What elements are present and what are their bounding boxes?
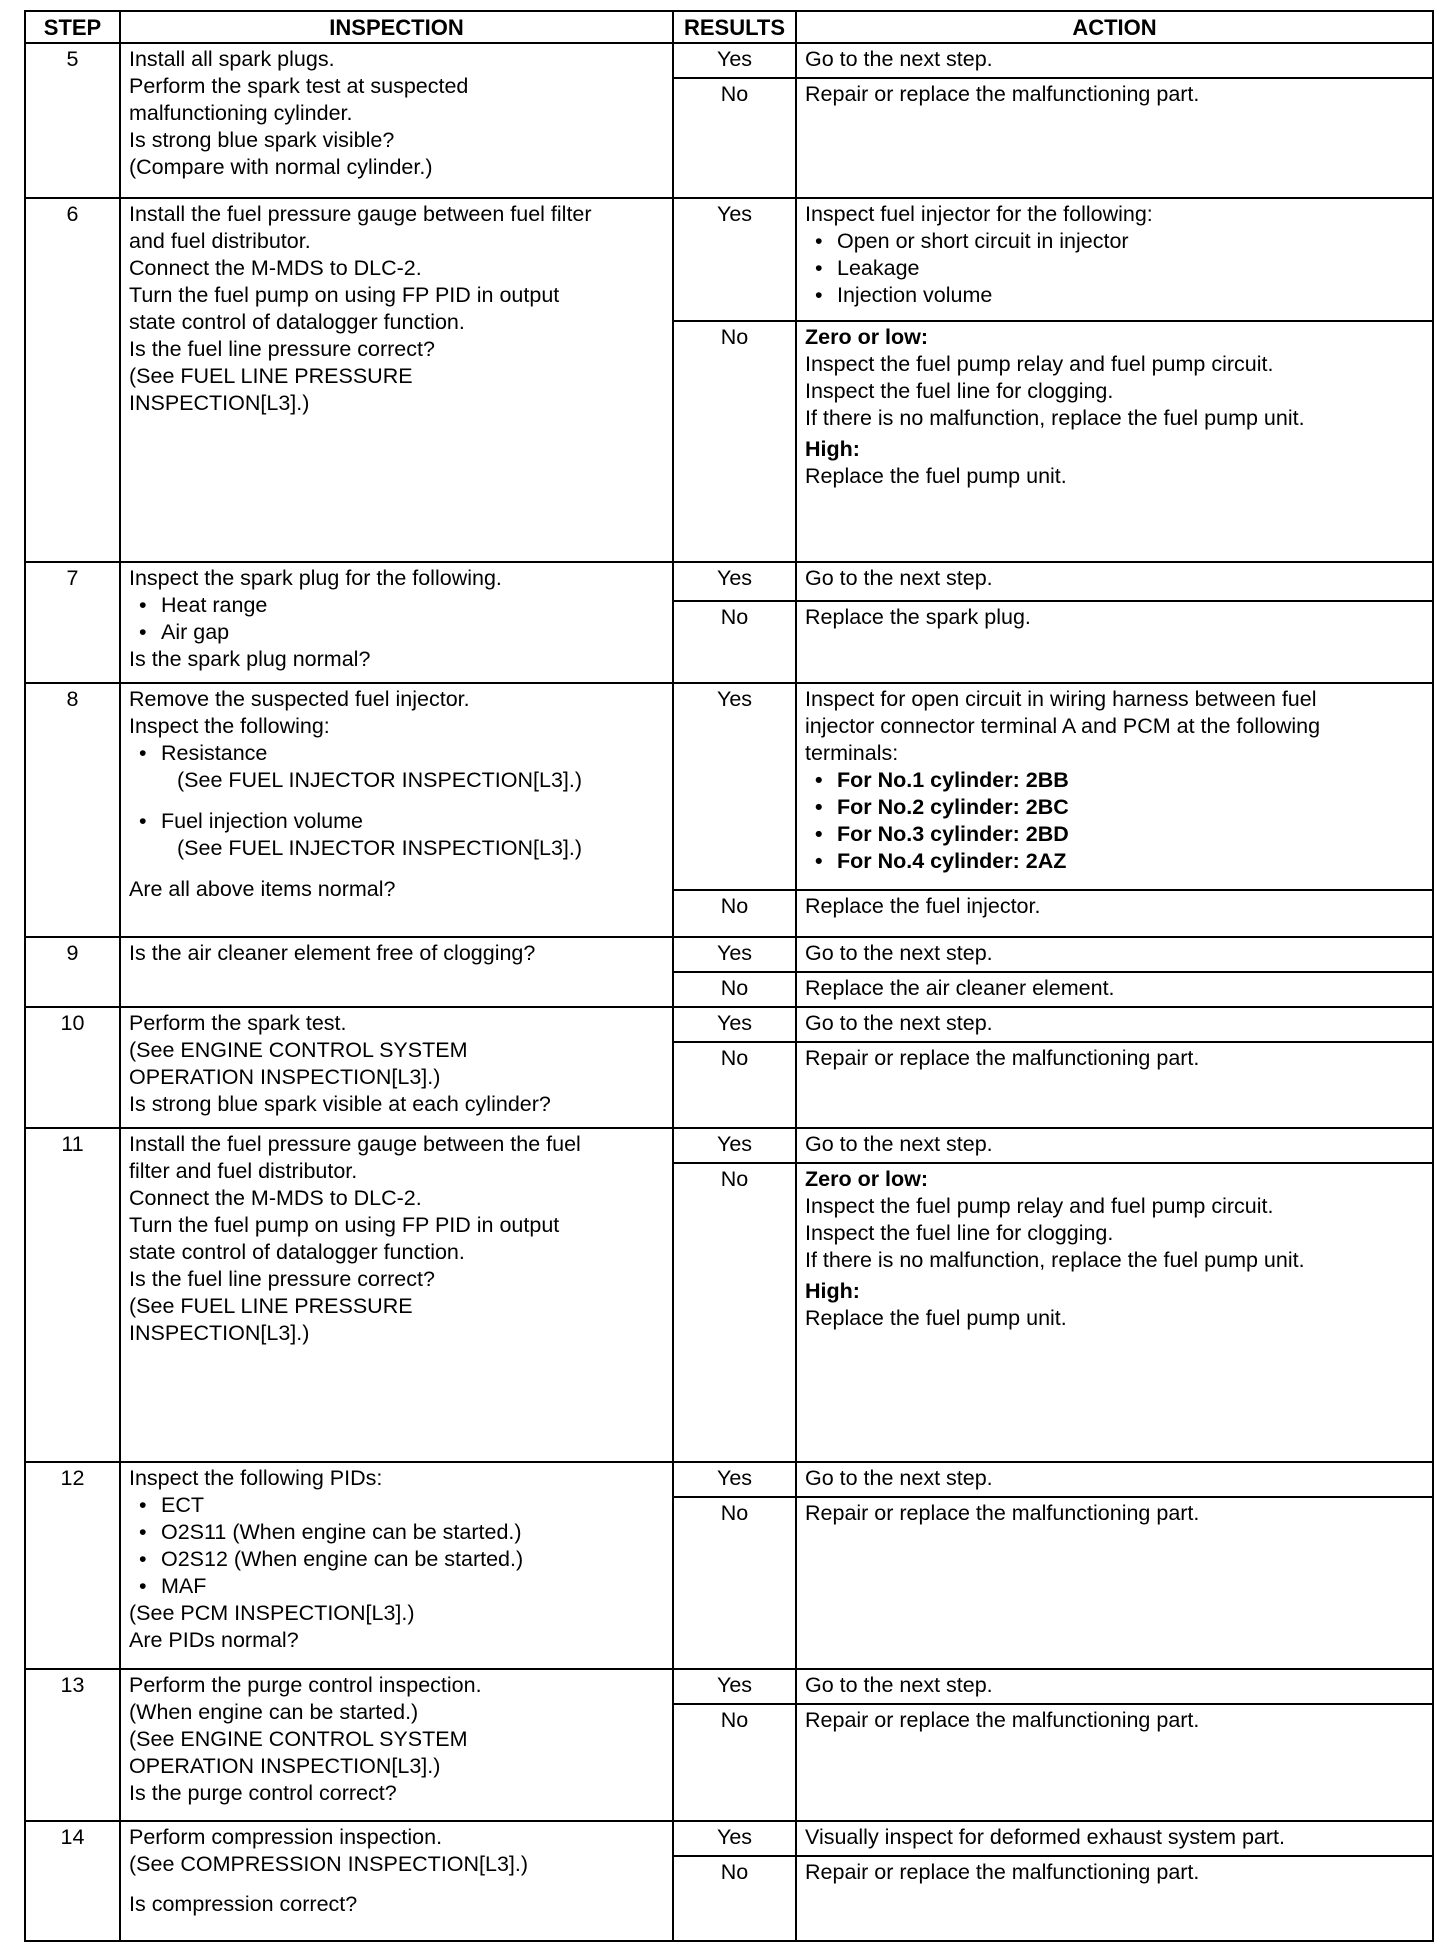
result-yes: Yes: [673, 683, 796, 890]
inspection-line: malfunctioning cylinder.: [129, 101, 353, 125]
result-yes: Yes: [673, 937, 796, 972]
inspection-bullet: • Resistance: [129, 740, 664, 767]
inspection-line: Is compression correct?: [129, 1891, 358, 1916]
inspection-line: Inspect the spark plug for the following.: [129, 566, 502, 591]
inspection-line: INSPECTION[L3].): [129, 1320, 310, 1345]
inspection-cell: [120, 1821, 673, 1941]
inspection-line: Is the purge control correct?: [129, 1781, 397, 1806]
action-bullet: • Open or short circuit in injector: [805, 228, 1424, 255]
result-no: No: [673, 78, 796, 198]
header-results: RESULTS: [673, 11, 796, 43]
inspection-reference: (See FUEL INJECTOR INSPECTION[L3].): [177, 768, 583, 793]
spacer: [129, 862, 664, 876]
action-line: Go to the next step.: [805, 566, 993, 591]
inspection-cell: [120, 1669, 673, 1821]
result-no: No: [673, 1856, 796, 1941]
table-row: [25, 937, 1433, 972]
inspection-cell: [120, 937, 673, 1007]
terminal-bullet: • For No.1 cylinder: 2BB: [805, 767, 1424, 794]
action-line: Inspect the fuel pump relay and fuel pump circuit.: [805, 352, 1274, 377]
action-cell: [796, 890, 1433, 937]
table-row: [25, 1007, 1433, 1042]
result-no: No: [673, 1163, 796, 1462]
action-line: Go to the next step.: [805, 1673, 993, 1698]
action-line: If there is no malfunction, replace the fuel pump unit.: [805, 406, 1305, 431]
inspection-line: (See COMPRESSION INSPECTION[L3].): [129, 1851, 529, 1876]
table-row: [25, 1669, 1433, 1704]
result-yes: Yes: [673, 198, 796, 321]
result-no: No: [673, 972, 796, 1007]
diagnostic-procedure-document: [24, 10, 1432, 1942]
result-no: No: [673, 321, 796, 562]
action-line: Replace the air cleaner element.: [805, 975, 1115, 1000]
inspection-line: Install the fuel pressure gauge between the fuel: [129, 1131, 581, 1156]
action-cell: [796, 78, 1433, 198]
action-cell: [796, 198, 1433, 321]
header-inspection: INSPECTION: [120, 11, 673, 43]
header-action: ACTION: [796, 11, 1433, 43]
action-cell: [796, 562, 1433, 601]
inspection-cell: [120, 1007, 673, 1128]
inspection-cell: [120, 43, 673, 198]
inspection-line: filter and fuel distributor.: [129, 1158, 358, 1183]
action-cell: [796, 601, 1433, 683]
inspection-line: INSPECTION[L3].): [129, 390, 310, 415]
inspection-cell: [120, 562, 673, 683]
action-cell: [796, 1669, 1433, 1704]
inspection-line: Perform the spark test.: [129, 1010, 347, 1035]
inspection-line: Install the fuel pressure gauge between fuel filter: [129, 201, 592, 226]
inspection-bullet: • MAF: [129, 1573, 664, 1600]
action-bullet: • Injection volume: [805, 282, 1424, 309]
result-yes: Yes: [673, 43, 796, 78]
action-line: Go to the next step.: [805, 940, 993, 965]
step-number: 12: [25, 1462, 120, 1669]
step-number: 10: [25, 1007, 120, 1128]
inspection-bullet: • Heat range: [129, 592, 664, 619]
inspection-cell: [120, 1128, 673, 1462]
result-yes: Yes: [673, 1128, 796, 1163]
inspection-line: Perform the spark test at suspected: [129, 74, 469, 98]
action-line: Repair or replace the malfunctioning part.: [805, 1859, 1200, 1884]
inspection-line: Turn the fuel pump on using FP PID in output: [129, 1212, 560, 1237]
action-cell: [796, 1042, 1433, 1128]
zero-or-low-heading: Zero or low:: [805, 1166, 929, 1191]
action-line: Go to the next step.: [805, 1131, 993, 1156]
action-line: Go to the next step.: [805, 1466, 993, 1491]
inspection-reference: (See FUEL INJECTOR INSPECTION[L3].): [177, 836, 583, 861]
action-line: Go to the next step.: [805, 47, 993, 71]
action-line: Replace the spark plug.: [805, 604, 1031, 629]
result-no: No: [673, 601, 796, 683]
action-line: Replace the fuel pump unit.: [805, 464, 1067, 489]
action-line: Replace the fuel pump unit.: [805, 1305, 1067, 1330]
inspection-line: (See FUEL LINE PRESSURE: [129, 1293, 413, 1318]
inspection-bullet: • Fuel injection volume: [129, 808, 664, 835]
step-number: 5: [25, 43, 120, 198]
table-header-row: [25, 11, 1433, 43]
inspection-cell: [120, 1462, 673, 1669]
action-line: Go to the next step.: [805, 1010, 993, 1035]
inspection-line: Is strong blue spark visible at each cylinder?: [129, 1091, 551, 1116]
inspection-line: Inspect the following:: [129, 714, 330, 739]
inspection-line: Is the fuel line pressure correct?: [129, 336, 435, 361]
step-number: 14: [25, 1821, 120, 1941]
action-cell: [796, 1821, 1433, 1856]
inspection-line: Are all above items normal?: [129, 877, 396, 902]
action-line: Inspect the fuel line for clogging.: [805, 379, 1114, 404]
action-line: injector connector terminal A and PCM at the following: [805, 714, 1321, 739]
action-cell: [796, 321, 1433, 562]
action-cell: [796, 43, 1433, 78]
action-line: If there is no malfunction, replace the fuel pump unit.: [805, 1247, 1305, 1272]
result-yes: Yes: [673, 1462, 796, 1497]
result-no: No: [673, 1704, 796, 1821]
action-cell: [796, 937, 1433, 972]
inspection-line: OPERATION INSPECTION[L3].): [129, 1754, 441, 1779]
high-heading: High:: [805, 1278, 860, 1303]
inspection-bullet: • O2S11 (When engine can be started.): [129, 1519, 664, 1546]
inspection-line: Is the air cleaner element free of clogging?: [129, 940, 536, 965]
inspection-line: Perform the purge control inspection.: [129, 1673, 482, 1698]
action-cell: [796, 683, 1433, 890]
result-no: No: [673, 1497, 796, 1669]
inspection-line: (See PCM INSPECTION[L3].): [129, 1601, 415, 1626]
inspection-line: (See ENGINE CONTROL SYSTEM: [129, 1037, 468, 1062]
step-number: 9: [25, 937, 120, 1007]
action-cell: [796, 1163, 1433, 1462]
result-yes: Yes: [673, 562, 796, 601]
action-cell: [796, 1856, 1433, 1941]
table-row: [25, 1128, 1433, 1163]
inspection-line: OPERATION INSPECTION[L3].): [129, 1064, 441, 1089]
inspection-bullet: • Air gap: [129, 619, 664, 646]
table-row: [25, 1821, 1433, 1856]
step-number: 11: [25, 1128, 120, 1462]
header-step: STEP: [25, 11, 120, 43]
table-row: [25, 562, 1433, 601]
inspection-line: Is the spark plug normal?: [129, 647, 371, 672]
terminal-bullet: • For No.2 cylinder: 2BC: [805, 794, 1424, 821]
inspection-line: Connect the M-MDS to DLC-2.: [129, 1185, 422, 1210]
zero-or-low-heading: Zero or low:: [805, 325, 929, 350]
result-yes: Yes: [673, 1007, 796, 1042]
action-cell: [796, 1128, 1433, 1163]
action-line: Replace the fuel injector.: [805, 894, 1041, 919]
inspection-line: Connect the M-MDS to DLC-2.: [129, 255, 422, 280]
inspection-line: Are PIDs normal?: [129, 1628, 299, 1653]
terminal-bullet: • For No.3 cylinder: 2BD: [805, 821, 1424, 848]
step-number: 8: [25, 683, 120, 937]
table-row: [25, 198, 1433, 321]
result-yes: Yes: [673, 1669, 796, 1704]
inspection-line: (See FUEL LINE PRESSURE: [129, 363, 413, 388]
action-line: Repair or replace the malfunctioning part.: [805, 1708, 1200, 1733]
inspection-line: state control of datalogger function.: [129, 1239, 465, 1264]
inspection-line: Inspect the following PIDs:: [129, 1466, 383, 1491]
inspection-line: Remove the suspected fuel injector.: [129, 687, 470, 712]
step-number: 6: [25, 198, 120, 562]
action-line: Inspect fuel injector for the following:: [805, 201, 1153, 226]
spacer: [129, 1878, 664, 1891]
action-bullet: • Leakage: [805, 255, 1424, 282]
table-row: [25, 1462, 1433, 1497]
step-number: 13: [25, 1669, 120, 1821]
inspection-line: and fuel distributor.: [129, 228, 311, 253]
action-line: terminals:: [805, 741, 899, 766]
inspection-line: state control of datalogger function.: [129, 309, 465, 334]
inspection-line: Turn the fuel pump on using FP PID in output: [129, 282, 560, 307]
table-row: [25, 683, 1433, 890]
terminal-bullet: • For No.4 cylinder: 2AZ: [805, 848, 1424, 875]
action-line: Inspect the fuel pump relay and fuel pump circuit.: [805, 1193, 1274, 1218]
inspection-cell: [120, 683, 673, 937]
action-line: Visually inspect for deformed exhaust system part.: [805, 1824, 1285, 1849]
action-cell: [796, 1007, 1433, 1042]
inspection-line: Install all spark plugs.: [129, 47, 335, 71]
result-yes: Yes: [673, 1821, 796, 1856]
result-no: No: [673, 1042, 796, 1128]
high-heading: High:: [805, 437, 860, 462]
action-line: Repair or replace the malfunctioning part.: [805, 1501, 1200, 1526]
action-cell: [796, 1497, 1433, 1669]
action-line: Repair or replace the malfunctioning part.: [805, 1046, 1200, 1071]
inspection-line: Is strong blue spark visible?: [129, 128, 395, 152]
action-line: Inspect for open circuit in wiring harness between fuel: [805, 687, 1317, 712]
inspection-line: Perform compression inspection.: [129, 1824, 443, 1849]
spacer: [129, 794, 664, 808]
inspection-bullet: • O2S12 (When engine can be started.): [129, 1546, 664, 1573]
diagnostic-table: [24, 10, 1434, 1942]
table-row: [25, 43, 1433, 78]
inspection-bullet: • ECT: [129, 1492, 664, 1519]
action-cell: [796, 1704, 1433, 1821]
inspection-cell: [120, 198, 673, 562]
action-line: Repair or replace the malfunctioning part.: [805, 82, 1200, 107]
inspection-line: (Compare with normal cylinder.): [129, 155, 433, 179]
inspection-line: (See ENGINE CONTROL SYSTEM: [129, 1727, 468, 1752]
inspection-line: Is the fuel line pressure correct?: [129, 1266, 435, 1291]
action-line: Inspect the fuel line for clogging.: [805, 1220, 1114, 1245]
action-cell: [796, 1462, 1433, 1497]
action-cell: [796, 972, 1433, 1007]
inspection-line: (When engine can be started.): [129, 1700, 419, 1725]
result-no: No: [673, 890, 796, 937]
step-number: 7: [25, 562, 120, 683]
